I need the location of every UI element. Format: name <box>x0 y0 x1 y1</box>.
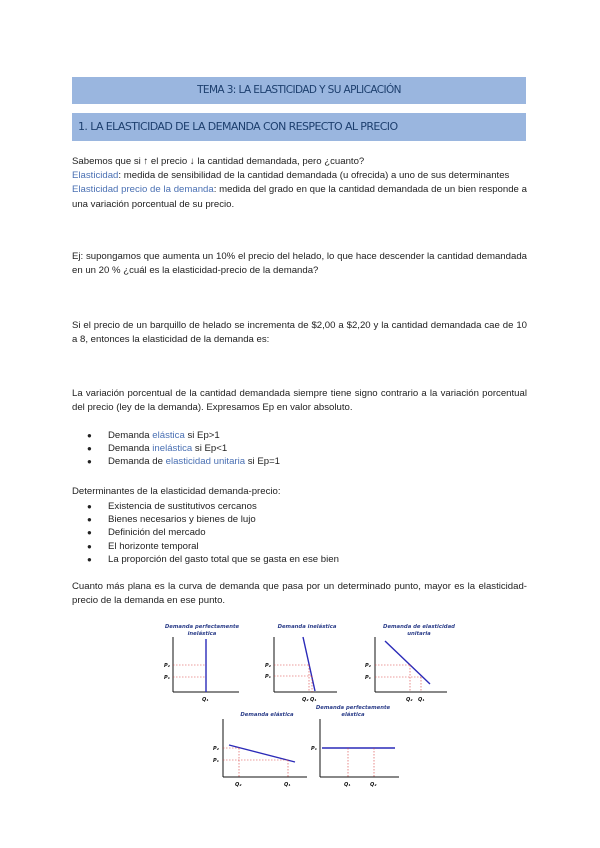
panel-perfectly-elastic <box>311 705 399 788</box>
example-helado: Ej: supongamos que aumenta un 10% el precio del helado, lo que hace descender la cantidad demandada en un 20 % ¿cuál es la elasticidad-precio de la demanda? <box>72 251 527 277</box>
panel-title: Demanda perfectamente <box>164 624 240 630</box>
intro-paragraph <box>72 155 527 212</box>
list-item: ● Existencia de sustitutivos cercanos <box>72 500 339 513</box>
list-item: ● El horizonte temporal <box>72 540 339 553</box>
panel-title: unitaria <box>407 631 431 637</box>
quantity-label: Q₁ <box>284 782 291 788</box>
panel-title: inelástica <box>187 631 217 637</box>
panel-inelastic <box>265 623 337 703</box>
price-label: P₂ <box>164 663 170 669</box>
price-label: P₂ <box>265 663 271 669</box>
panel-perfectly-inelastic <box>164 624 240 703</box>
demand-curve <box>385 641 430 684</box>
panel-title: elástica <box>341 712 365 718</box>
definition-epd <box>72 183 527 211</box>
price-label: P₁ <box>213 758 219 764</box>
example-barquillo: Si el precio de un barquillo de helado se incrementa de $2,00 a $2,20 y la cantidad demandada cae de 10 a 8, entonces la elasticidad de la demanda es: <box>72 320 527 346</box>
panel-elastic <box>213 711 307 788</box>
quantity-label: Q₂ <box>235 782 242 788</box>
elasticity-types-list <box>72 429 280 469</box>
ley-demanda: La variación porcentual de la cantidad demandada siempre tiene signo contrario a la variación porcentual del precio (ley de la demanda). Expresamos Ep en valor absoluto. <box>72 388 527 414</box>
curve-note: Cuanto más plana es la curva de demanda que pasa por un determinado punto, mayor es la elasticidad-precio de la demanda en ese punto. <box>72 581 527 607</box>
panel-title: Demanda inelástica <box>277 624 337 630</box>
price-label: P₂ <box>213 746 219 752</box>
panel-title: Demanda elástica <box>240 712 294 718</box>
page-title: TEMA 3: LA ELASTICIDAD Y SU APLICACIÓN <box>72 77 526 104</box>
demand-curves-svg <box>157 619 461 791</box>
determinants-list <box>72 500 339 566</box>
quantity-label: Q₂ <box>370 782 377 788</box>
definition-text: : medida de sensibilidad de la cantidad demandada (u ofrecida) a uno de sus determinantes <box>118 170 510 182</box>
quantity-label: Q₁ <box>344 782 351 788</box>
quantity-label: Q₁ <box>202 697 209 703</box>
determinants-intro: Determinantes de la elasticidad demanda-precio: <box>72 486 281 497</box>
section-heading: 1. LA ELASTICIDAD DE LA DEMANDA CON RESPECTO AL PRECIO <box>72 113 526 141</box>
list-item: ● Bienes necesarios y bienes de lujo <box>72 513 339 526</box>
quantity-label: Q₂ <box>406 697 413 703</box>
definition-elasticidad <box>72 169 527 183</box>
quantity-label: Q₂ <box>302 697 309 703</box>
list-item: ● Demanda inelástica si Ep<1 <box>72 442 280 455</box>
list-item: ● Demanda de elasticidad unitaria si Ep=1 <box>72 455 280 468</box>
demand-curve <box>303 637 315 691</box>
price-label: P₂ <box>365 663 371 669</box>
definition-text: : medida del grado en que la cantidad demandada de un bien responde a una variación porcentual de su precio. <box>72 184 527 210</box>
panel-title: Demanda perfectamente <box>315 705 391 711</box>
price-label: P₁ <box>164 675 170 681</box>
price-label: P₁ <box>311 746 317 752</box>
price-label: P₁ <box>265 674 271 680</box>
panel-title: Demanda de elasticidad <box>383 624 455 630</box>
list-item: ● Demanda elástica si Ep>1 <box>72 429 280 442</box>
panel-unit-elastic <box>365 624 455 703</box>
price-label: P₁ <box>365 675 371 681</box>
quantity-label: Q₁ <box>310 697 317 703</box>
list-item: ● Definición del mercado <box>72 526 339 539</box>
list-item: ● La proporción del gasto total que se gasta en ese bien <box>72 553 339 566</box>
intro-line: Sabemos que si ↑ el precio ↓ la cantidad demandada, pero ¿cuanto? <box>72 156 365 167</box>
demand-curves-figure <box>157 619 461 791</box>
demand-curve <box>229 745 295 762</box>
term-elasticidad-precio: Elasticidad precio de la demanda <box>72 184 214 196</box>
term-elasticidad: Elasticidad <box>72 170 119 182</box>
quantity-label: Q₁ <box>418 697 425 703</box>
